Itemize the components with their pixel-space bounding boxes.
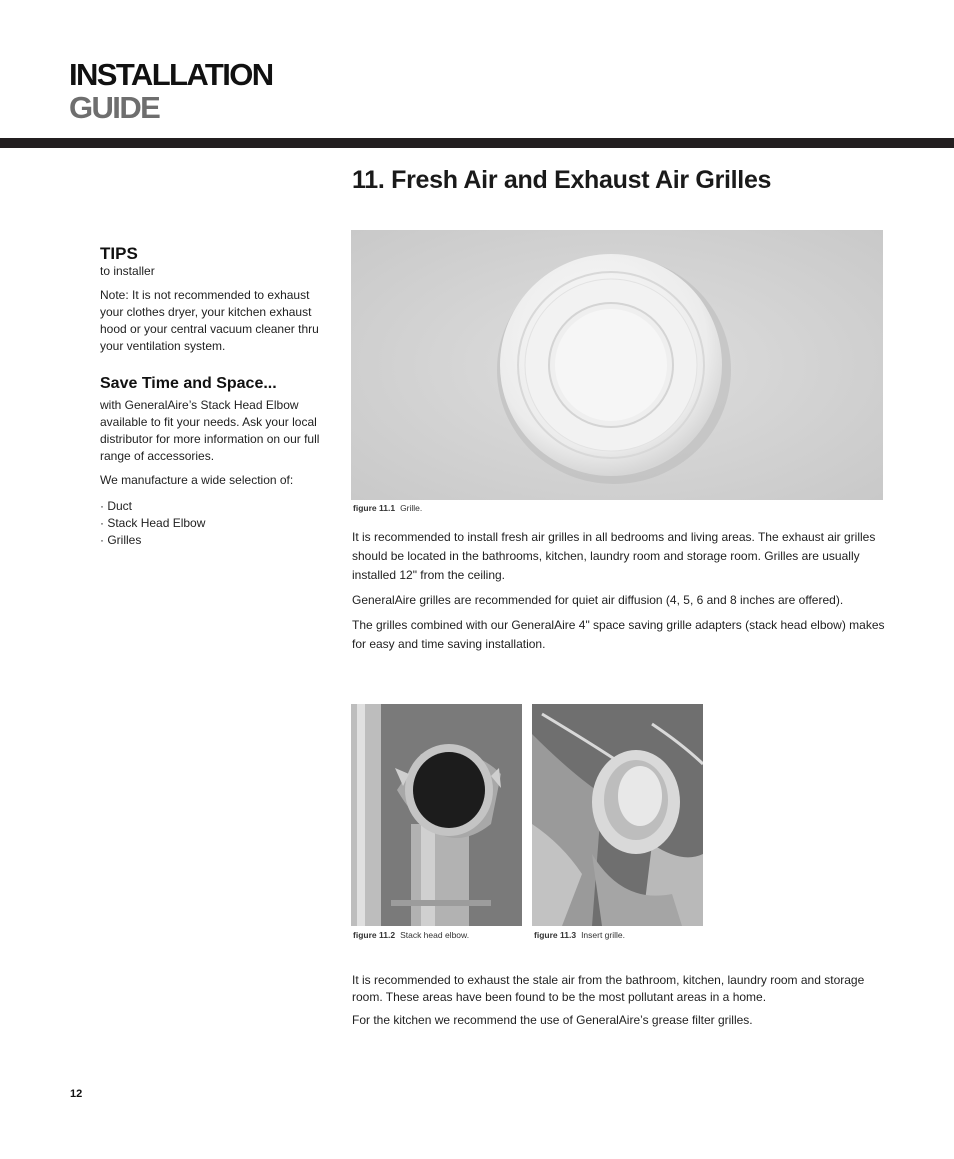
figure-text: Stack head elbow.	[400, 930, 470, 940]
body-text-top	[352, 528, 886, 660]
guide-title-line1: INSTALLATION	[69, 57, 273, 92]
paragraph: The grilles combined with our GeneralAire 4" space saving grille adapters (stack head elbow) makes for easy and time saving installation.	[352, 618, 885, 651]
paragraph: It is recommended to install fresh air grilles in all bedrooms and living areas. The exhaust air grilles should be located in the bathrooms, kitchen, laundry room and storage room. Grilles are usually installed 12" from the ceiling.	[352, 530, 876, 582]
figure-caption	[353, 930, 469, 940]
figure-text: Insert grille.	[581, 930, 625, 940]
tips-subheading: to installer	[100, 264, 155, 278]
paragraph: It is recommended to exhaust the stale air from the bathroom, kitchen, laundry room and storage room. These areas have been found to be the most pollutant areas in a home.	[352, 973, 865, 1004]
guide-title	[69, 58, 273, 124]
figure-label: figure 11.1	[353, 503, 396, 513]
grille-photo	[351, 230, 883, 500]
list-item: · Duct	[100, 498, 330, 515]
section-title: 11. Fresh Air and Exhaust Air Grilles	[352, 166, 772, 194]
paragraph: For the kitchen we recommend the use of GeneralAire’s grease filter grilles.	[352, 1013, 753, 1027]
paragraph: GeneralAire grilles are recommended for quiet air diffusion (4, 5, 6 and 8 inches are offered).	[352, 593, 844, 607]
tips-heading: TIPS	[100, 244, 138, 263]
insert-grille-photo	[532, 704, 703, 926]
header-divider	[0, 138, 954, 148]
manufacture-text: We manufacture a wide selection of:	[100, 473, 294, 487]
list-item: · Grilles	[100, 532, 330, 549]
stack-head-elbow-photo	[351, 704, 522, 926]
tips-note: Note: It is not recommended to exhaust your clothes dryer, your kitchen exhaust hood or your central vacuum cleaner thru your ventilation system.	[100, 288, 319, 353]
figure-label: figure 11.2	[353, 930, 396, 940]
figure-label: figure 11.3	[534, 930, 577, 940]
figure-caption	[534, 930, 625, 940]
tips-sidebar	[100, 244, 330, 549]
figure-caption	[353, 503, 422, 513]
page-number: 12	[70, 1088, 83, 1100]
figure-text: Grille.	[400, 503, 423, 513]
save-time-heading: Save Time and Space...	[100, 375, 277, 392]
guide-title-line2: GUIDE	[69, 90, 160, 125]
body-text-bottom	[352, 972, 886, 1035]
product-list	[100, 498, 330, 549]
save-time-text: with GeneralAire’s Stack Head Elbow available to fit your needs. Ask your local distributor for more information on our full range of accessories.	[100, 398, 320, 463]
list-item: · Stack Head Elbow	[100, 515, 330, 532]
